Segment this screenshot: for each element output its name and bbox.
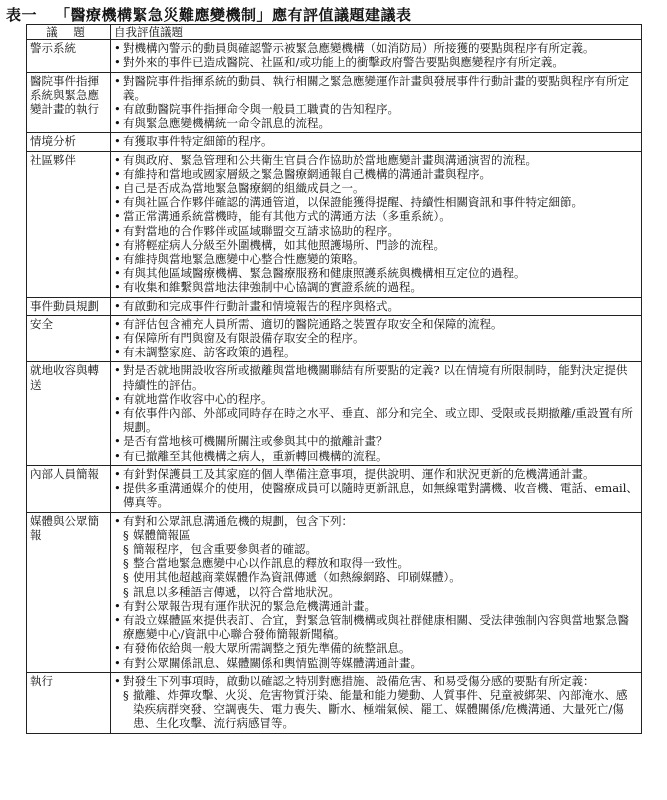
evaluation-list — [114, 674, 638, 731]
table-row — [27, 512, 642, 672]
sub-item: § 媒體簡報區 — [114, 528, 638, 542]
bullet-item: • 有將輕症病人分級至外圍機構，如其他照護場所、門診的流程。 — [114, 238, 638, 252]
topic-cell: 執行 — [27, 672, 111, 733]
evaluation-cell — [111, 133, 642, 151]
bullet-item: • 當正常溝通系統當機時，能有其他方式的溝通方法（多重系統）。 — [114, 209, 638, 223]
evaluation-list — [114, 467, 638, 510]
bullet-item: • 有維持與當地緊急應變中心整合性應變的策略。 — [114, 252, 638, 266]
topic-cell: 安全 — [27, 315, 111, 362]
bullet-item: • 有對公眾報告現有運作狀況的緊急危機溝通計畫。 — [114, 599, 638, 613]
sub-item: § 簡報程序，包含重要參與者的確認。 — [114, 542, 638, 556]
evaluation-cell — [111, 362, 642, 465]
bullet-item: • 提供多重溝通媒介的使用，使醫療成員可以隨時更新訊息，如無線電對講機、收音機、電話、email、傳真等。 — [114, 481, 638, 509]
bullet-item: • 有與緊急應變機構統一命令訊息的流程。 — [114, 116, 638, 130]
header-topic: 議 題 — [27, 25, 111, 40]
sub-item: § 撤離、炸彈攻擊、火災、危害物質汙染、能量和能力變動、人質事件、兒童被綁架、內部淹水、感染疾病群突發、空調喪失、電力喪失、斷水、極端氣候、罷工、媒體關係/危機溝通、大量死亡/傷患、生化攻擊、流行病感冒等。 — [114, 688, 638, 731]
bullet-item: • 有與社區合作夥伴確認的溝通管道，以保證能獲得提醒、持續性相關資訊和事件特定細節。 — [114, 195, 638, 209]
evaluation-cell — [111, 151, 642, 297]
bullet-item: • 有啟動醫院事件指揮命令與一般員工職責的告知程序。 — [114, 102, 638, 116]
topic-cell: 醫院事件指揮系統與緊急應變計畫的執行 — [27, 72, 111, 133]
evaluation-cell — [111, 297, 642, 315]
document-title — [6, 4, 412, 25]
bullet-item: • 有已撤離至其他機構之病人，重新轉回機構的流程。 — [114, 449, 638, 463]
topic-cell: 內部人員簡報 — [27, 465, 111, 512]
evaluation-list — [114, 153, 638, 295]
bullet-item: • 對醫院事件指揮系統的動員、執行相關之緊急應變運作計畫與發展事件行動計畫的要點與程序有所定義。 — [114, 74, 638, 102]
table-title: 「醫療機構緊急災難應變機制」應有評值議題建議表 — [55, 6, 412, 24]
bullet-item: • 有設立媒體區來提供表訂、合宜，對緊急管制機構或與社群健康相關、受法律強制內容與當地緊急醫療應變中心/資訊中心聯合發佈簡報新聞稿。 — [114, 613, 638, 641]
bullet-item: • 有對公眾關係訊息、媒體關係和輿情監測等媒體溝通計畫。 — [114, 656, 638, 670]
bullet-item: • 有對和公眾訊息溝通危機的規劃，包含下列： — [114, 514, 638, 528]
bullet-item: • 對外來的事件已造成醫院、社區和/或功能上的衝擊政府警告要點與應變程序有所定義。 — [114, 55, 638, 69]
bullet-item: • 有發佈依給與一般大眾所需調整之預先準備的統整訊息。 — [114, 641, 638, 655]
table-row — [27, 40, 642, 72]
evaluation-list — [114, 41, 638, 69]
bullet-item: • 有未調整家庭、訪客政策的過程。 — [114, 345, 638, 359]
bullet-item: • 有啟動和完成事件行動計畫和情境報告的程序與格式。 — [114, 299, 638, 313]
table-row — [27, 297, 642, 315]
header-evaluation: 自我評值議題 — [111, 25, 642, 40]
topic-cell: 社區夥伴 — [27, 151, 111, 297]
topic-cell: 媒體與公眾簡報 — [27, 512, 111, 672]
sub-item: § 訊息以多種語言傳遞，以符合當地狀況。 — [114, 585, 638, 599]
table-row — [27, 72, 642, 133]
bullet-item: • 有獲取事件特定細節的程序。 — [114, 134, 638, 148]
bullet-item: • 有保障所有門與窗及有限設備存取安全的程序。 — [114, 331, 638, 345]
table-row — [27, 465, 642, 512]
topic-cell: 就地收容與轉送 — [27, 362, 111, 465]
table-row — [27, 672, 642, 733]
evaluation-list — [114, 514, 638, 670]
bullet-item: • 對是否就地開設收容所或撤離與當地機關聯結有所要點的定義? 以在情境有所限制時，能對決定提供持續性的評估。 — [114, 363, 638, 391]
evaluation-list — [114, 317, 638, 360]
table-row — [27, 151, 642, 297]
evaluation-cell — [111, 40, 642, 72]
evaluation-list — [114, 299, 638, 313]
sub-item: § 整合當地緊急應變中心以作訊息的釋放和取得一致性。 — [114, 556, 638, 570]
table-label: 表一 — [6, 6, 38, 24]
topic-cell: 情境分析 — [27, 133, 111, 151]
evaluation-table — [26, 24, 642, 734]
bullet-item: • 有評估包含補充人員所需、適切的醫院通路之裝置存取安全和保障的流程。 — [114, 317, 638, 331]
evaluation-cell — [111, 72, 642, 133]
bullet-item: • 對發生下列事項時，啟動以確認之特別對應措施、設備危害、和易受傷分感的要點有所定義： — [114, 674, 638, 688]
bullet-item: • 有與其他區域醫療機構、緊急醫療服務和健康照護系統與機構相互定位的過程。 — [114, 266, 638, 280]
bullet-item: • 有針對保護員工及其家庭的個人準備注意事項，提供說明、運作和狀況更新的危機溝通計畫。 — [114, 467, 638, 481]
evaluation-list — [114, 363, 638, 462]
evaluation-cell — [111, 315, 642, 362]
sub-item: § 使用其他超越商業媒體作為資訊傳遞（如熱線網路、印刷媒體）。 — [114, 570, 638, 584]
topic-cell: 警示系統 — [27, 40, 111, 72]
topic-cell: 事件動員規劃 — [27, 297, 111, 315]
table-body — [27, 40, 642, 733]
bullet-item: • 是否有當地核可機關所關注或參與其中的撤離計畫？ — [114, 434, 638, 448]
evaluation-cell — [111, 672, 642, 733]
evaluation-cell — [111, 465, 642, 512]
bullet-item: • 對機構內警示的動員與確認警示被緊急應變機構（如消防局）所接獲的要點與程序有所定義。 — [114, 41, 638, 55]
bullet-item: • 有對當地的合作夥伴或區域聯盟交互請求協助的程序。 — [114, 224, 638, 238]
bullet-item: • 有依事件內部、外部或同時存在時之水平、垂直、部分和完全、或立即、受限或長期撤離/重設置有所規劃。 — [114, 406, 638, 434]
evaluation-list — [114, 134, 638, 148]
evaluation-list — [114, 74, 638, 131]
bullet-item: • 有與政府、緊急管理和公共衛生官員合作協助於當地應變計畫與溝通演習的流程。 — [114, 153, 638, 167]
bullet-item: • 自己是否成為當地緊急醫療網的組織成員之一。 — [114, 181, 638, 195]
table-header-row — [27, 25, 642, 40]
bullet-item: • 有就地當作收容中心的程序。 — [114, 392, 638, 406]
table-row — [27, 315, 642, 362]
evaluation-cell — [111, 512, 642, 672]
bullet-item: • 有維持和當地或國家層級之緊急醫療網通報自己機構的溝通計畫與程序。 — [114, 167, 638, 181]
bullet-item: • 有收集和維繫與當地法律強制中心協調的實證系統的過程。 — [114, 280, 638, 294]
table-row — [27, 362, 642, 465]
table-row — [27, 133, 642, 151]
